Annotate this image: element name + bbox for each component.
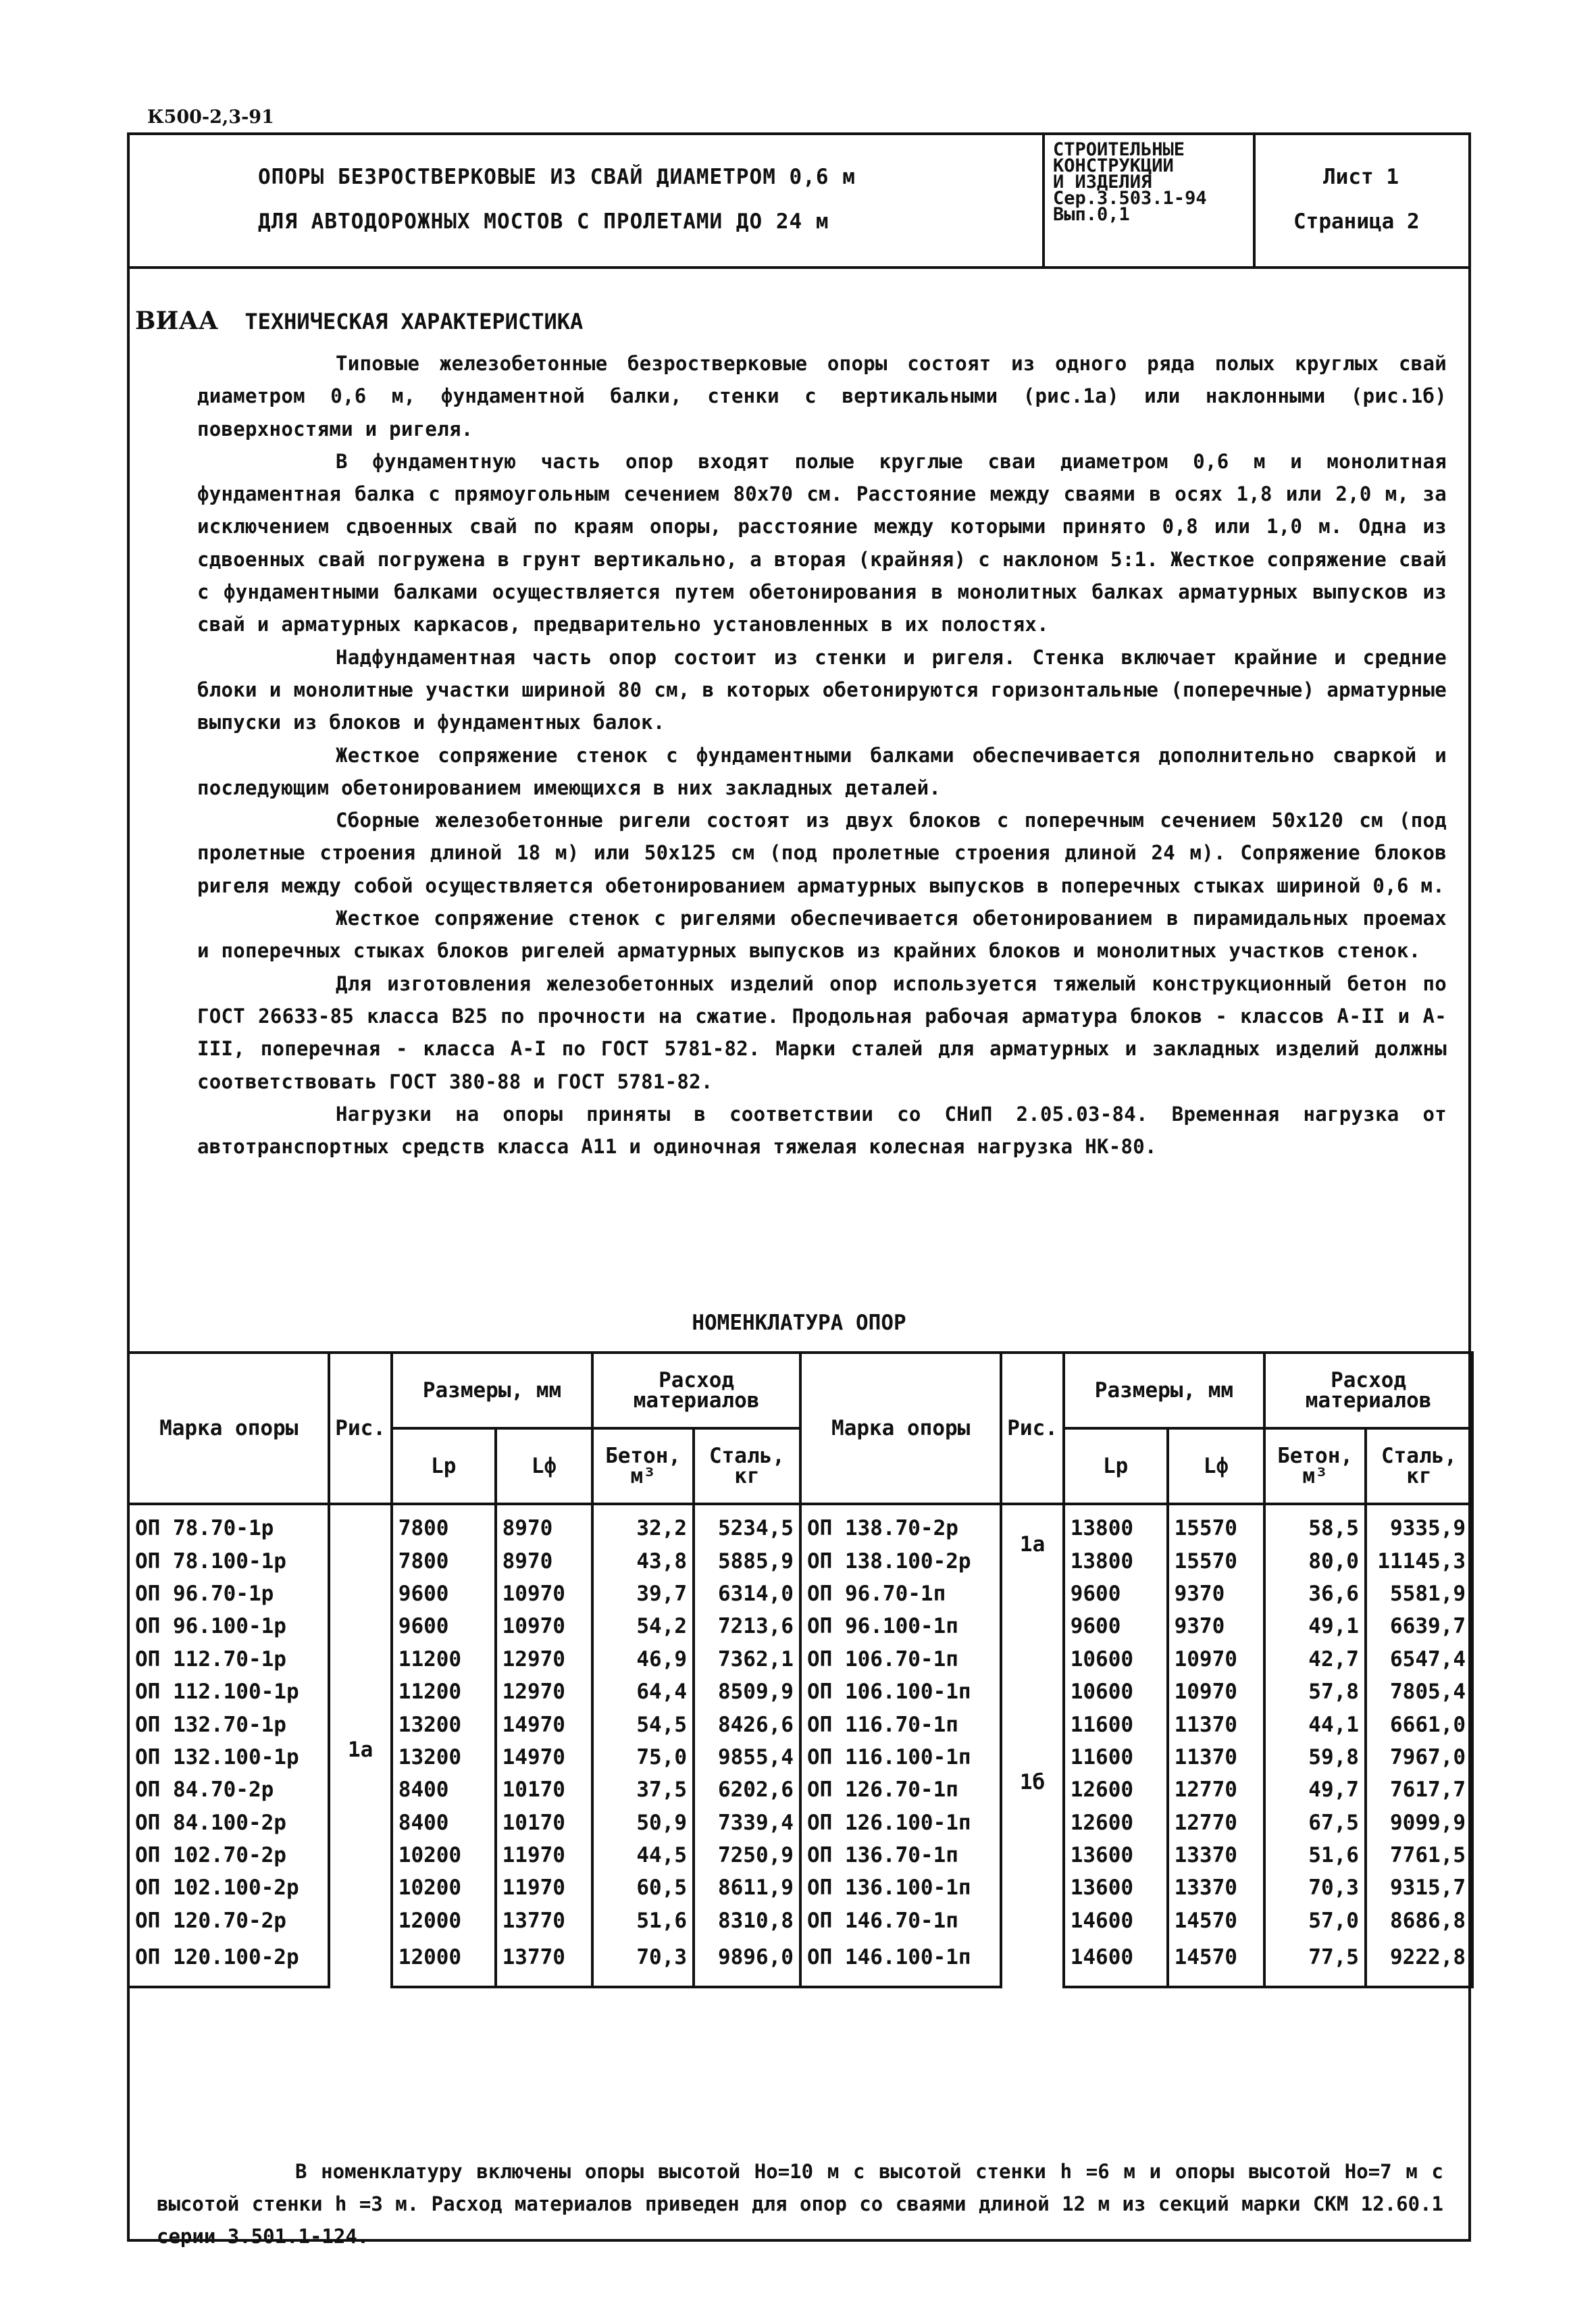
table-cell: 8426,6	[694, 1708, 800, 1740]
table-cell: 8400	[392, 1807, 496, 1839]
table-cell: 13800	[1064, 1544, 1168, 1577]
table-cell: 12770	[1168, 1807, 1265, 1839]
table-cell: 49,7	[1264, 1774, 1366, 1806]
table-cell: 9370	[1168, 1578, 1265, 1610]
series-line: КОНСТРУКЦИИ	[1053, 155, 1174, 176]
table-cell: 75,0	[592, 1741, 694, 1774]
table-cell: 8686,8	[1366, 1905, 1472, 1937]
table-cell: 7800	[392, 1544, 496, 1577]
header-dims: Размеры, мм	[392, 1353, 592, 1428]
table-cell: 13800	[1064, 1504, 1168, 1544]
table-cell: 9335,9	[1366, 1504, 1472, 1544]
table-cell: 7250,9	[694, 1839, 800, 1871]
table-cell: ОП 106.100-1п	[800, 1676, 1001, 1708]
table-cell: ОП 96.70-1р	[128, 1578, 329, 1610]
footnote-text: В номенклатуру включены опоры высотой Но=10 м с высотой стенки h =6 м и опоры высотой Но=7 м с высотой стенки h =3 м. Расход материалов приведен для опор со сваями длиной 12 м из секций марки СКМ 12.60.1 серии 3.501.1-124.	[157, 2160, 1443, 2248]
table-cell: 12000	[392, 1937, 496, 1987]
table-cell: 15570	[1168, 1544, 1265, 1577]
paragraph: Сборные железобетонные ригели состоят из двух блоков с поперечным сечением 50х120 см (под пролетные строения длиной 18 м) или 50х125 см (под пролетные строения длиной 24 м). Сопряжение блоков ригеля между собой осуществляется обетонированием арматурных выпусков в поперечных стыках шириной 0,6 м.	[197, 809, 1447, 897]
header-mark: Марка опоры	[128, 1353, 329, 1504]
table-cell: 14600	[1064, 1937, 1168, 1987]
table-cell: ОП 84.70-2р	[128, 1774, 329, 1806]
paragraph: Жесткое сопряжение стенок с фундаментными балками обеспечивается дополнительно сваркой и последующим обетонированием имеющихся в них закладных деталей.	[197, 743, 1447, 799]
body-text	[197, 347, 1447, 1163]
header-dims: Размеры, мм	[1064, 1353, 1264, 1428]
table-cell: 70,3	[1264, 1871, 1366, 1904]
table-cell: 13200	[392, 1708, 496, 1740]
table-cell: ОП 96.100-1р	[128, 1610, 329, 1642]
table-cell: 7805,4	[1366, 1676, 1472, 1708]
table-cell: 32,2	[592, 1504, 694, 1544]
table-cell: 14570	[1168, 1905, 1265, 1937]
table-cell: 10200	[392, 1871, 496, 1904]
header-materials: Расход материалов	[592, 1353, 800, 1428]
table-cell: 12000	[392, 1905, 496, 1937]
table-cell: 11370	[1168, 1708, 1265, 1740]
section-heading	[135, 307, 583, 335]
page-number: Страница 2	[1293, 209, 1420, 234]
table-cell: 10970	[1168, 1676, 1265, 1708]
table-cell: 37,5	[592, 1774, 694, 1806]
table-cell: 7339,4	[694, 1807, 800, 1839]
header-steel: Сталь, кг	[1366, 1428, 1472, 1504]
table-cell: ОП 112.70-1р	[128, 1643, 329, 1676]
table-cell: 77,5	[1264, 1937, 1366, 1987]
table-cell: 49,1	[1264, 1610, 1366, 1642]
table-cell: 12600	[1064, 1807, 1168, 1839]
table-cell: 9370	[1168, 1610, 1265, 1642]
table-cell: 44,5	[592, 1839, 694, 1871]
table-cell: 11145,3	[1366, 1544, 1472, 1577]
table-cell: ОП 132.70-1р	[128, 1708, 329, 1740]
table-cell: 59,8	[1264, 1741, 1366, 1774]
table-cell: 42,7	[1264, 1643, 1366, 1676]
table-cell: ОП 146.70-1п	[800, 1905, 1001, 1937]
table-cell: 80,0	[1264, 1544, 1366, 1577]
paragraph: Для изготовления железобетонных изделий опор используется тяжелый конструкционный бетон по ГОСТ 26633-85 класса В25 по прочности на сжатие. Продольная рабочая арматура блоков - классов А-II и А-III, поперечная - класса А-I по ГОСТ 5781-82. Марки сталей для арматурных и закладных изделий должны соответствовать ГОСТ 380-88 и ГОСТ 5781-82.	[197, 972, 1447, 1093]
header-steel: Сталь, кг	[694, 1428, 800, 1504]
table-cell: 58,5	[1264, 1504, 1366, 1544]
header-fig: Рис.	[1001, 1353, 1063, 1504]
paragraph: Надфундаментная часть опор состоит из стенки и ригеля. Стенка включает крайние и средние блоки и монолитные участки шириной 80 см, в которых обетонируются горизонтальные (поперечные) арматурные выпуски из блоков и фундаментных балок.	[197, 645, 1447, 734]
table-cell: 6202,6	[694, 1774, 800, 1806]
paragraph: Жесткое сопряжение стенок с ригелями обеспечивается обетонированием в пирамидальных проемах и поперечных стыках блоков ригелей арматурных выпусков из крайних блоков и монолитных участков стенок.	[197, 907, 1447, 963]
table-cell: 8970	[496, 1504, 593, 1544]
table-cell: 13200	[392, 1741, 496, 1774]
table-cell: 5885,9	[694, 1544, 800, 1577]
table-cell: 57,8	[1264, 1676, 1366, 1708]
table-cell: 11970	[496, 1839, 593, 1871]
figure-ref-cell: 1б	[1001, 1578, 1063, 1987]
table-cell: 8970	[496, 1544, 593, 1577]
table-cell: 36,6	[1264, 1578, 1366, 1610]
table-cell: 11600	[1064, 1741, 1168, 1774]
table-cell: ОП 138.70-2р	[800, 1504, 1001, 1544]
header-concrete: Бетон, м³	[1264, 1428, 1366, 1504]
table-cell: 6661,0	[1366, 1708, 1472, 1740]
table-cell: ОП 102.70-2р	[128, 1839, 329, 1871]
table-cell: ОП 120.100-2р	[128, 1937, 329, 1987]
sheet-number: Лист 1	[1323, 165, 1399, 189]
header-concrete: Бетон, м³	[592, 1428, 694, 1504]
header-lr: Lр	[1064, 1428, 1168, 1504]
table-cell: 5234,5	[694, 1504, 800, 1544]
table-body	[128, 1504, 1472, 1987]
table-cell: 6639,7	[1366, 1610, 1472, 1642]
table-cell: 6314,0	[694, 1578, 800, 1610]
table-cell: 7617,7	[1366, 1774, 1472, 1806]
paragraph: Типовые железобетонные безростверковые опоры состоят из одного ряда полых круглых свай диаметром 0,6 м, фундаментной балки, стенки с вертикальными (рис.1а) или наклонными (рис.1б) поверхностями и ригеля.	[197, 352, 1447, 441]
table-cell: 14970	[496, 1741, 593, 1774]
figure-ref-cell: 1а	[329, 1504, 391, 1987]
title-line-1: ОПОРЫ БЕЗРОСТВЕРКОВЫЕ ИЗ СВАЙ ДИАМЕТРОМ 0,6 м	[258, 165, 856, 189]
table-cell: 10970	[496, 1610, 593, 1642]
series-line: Вып.0,1	[1053, 204, 1130, 225]
table-row	[128, 1504, 1472, 1544]
table-cell: 46,9	[592, 1643, 694, 1676]
table-cell: 13370	[1168, 1839, 1265, 1871]
header-lf: Lф	[496, 1428, 593, 1504]
table-cell: 7761,5	[1366, 1839, 1472, 1871]
table-cell: 9855,4	[694, 1741, 800, 1774]
figure-ref-cell: 1а	[1001, 1504, 1063, 1578]
title-block	[130, 135, 1468, 269]
table-cell: 9315,7	[1366, 1871, 1472, 1904]
table-cell: 70,3	[592, 1937, 694, 1987]
table-cell: 11370	[1168, 1741, 1265, 1774]
table-cell: 67,5	[1264, 1807, 1366, 1839]
table-cell: 8509,9	[694, 1676, 800, 1708]
title-line-2: ДЛЯ АВТОДОРОЖНЫХ МОСТОВ С ПРОЛЕТАМИ ДО 24 м	[258, 209, 829, 234]
table-cell: 13370	[1168, 1871, 1265, 1904]
table-cell: 9896,0	[694, 1937, 800, 1987]
table-cell: 64,4	[592, 1676, 694, 1708]
table-cell: 11200	[392, 1676, 496, 1708]
table-cell: ОП 116.70-1п	[800, 1708, 1001, 1740]
table-cell: 5581,9	[1366, 1578, 1472, 1610]
table-cell: 14570	[1168, 1937, 1265, 1987]
table-cell: 14600	[1064, 1905, 1168, 1937]
table-cell: 9222,8	[1366, 1937, 1472, 1987]
sheet-cell	[1256, 135, 1468, 266]
table-cell: 7213,6	[694, 1610, 800, 1642]
table-cell: 57,0	[1264, 1905, 1366, 1937]
table-cell: ОП 96.70-1п	[800, 1578, 1001, 1610]
table-cell: 8400	[392, 1774, 496, 1806]
table-cell: 10600	[1064, 1676, 1168, 1708]
table-cell: ОП 126.70-1п	[800, 1774, 1001, 1806]
table-cell: 7800	[392, 1504, 496, 1544]
table-cell: 13600	[1064, 1871, 1168, 1904]
table-cell: 10970	[1168, 1643, 1265, 1676]
table-cell: ОП 102.100-2р	[128, 1871, 329, 1904]
table-cell: 51,6	[1264, 1839, 1366, 1871]
table-cell: 13770	[496, 1905, 593, 1937]
table-cell: 9600	[392, 1578, 496, 1610]
table-cell: 44,1	[1264, 1708, 1366, 1740]
header-mark: Марка опоры	[800, 1353, 1001, 1504]
table-cell: 7967,0	[1366, 1741, 1472, 1774]
table-cell: ОП 146.100-1п	[800, 1937, 1001, 1987]
series-line: И ИЗДЕЛИЯ	[1053, 172, 1152, 193]
table-cell: 15570	[1168, 1504, 1265, 1544]
table-cell: ОП 132.100-1р	[128, 1741, 329, 1774]
table-cell: 12770	[1168, 1774, 1265, 1806]
table-cell: ОП 78.70-1р	[128, 1504, 329, 1544]
table-cell: 8611,9	[694, 1871, 800, 1904]
section-abbr: ВИАА	[135, 307, 219, 335]
header-materials: Расход материалов	[1264, 1353, 1472, 1428]
series-line: Сер.3.503.1-94	[1053, 188, 1207, 209]
table-cell: 43,8	[592, 1544, 694, 1577]
table-cell: ОП 106.70-1п	[800, 1643, 1001, 1676]
paragraph: В фундаментную часть опор входят полые круглые сваи диаметром 0,6 м и монолитная фундаментная балка с прямоугольным сечением 80х70 см. Расстояние между сваями в осях 1,8 или 2,0 м, за исключением сдвоенных свай по краям опоры, расстояние между которыми принято 0,8 или 1,0 м. Одна из сдвоенных свай погружена в грунт вертикально, а вторая (крайняя) с наклоном 5:1. Жесткое сопряжение свай с фундаментными балками осуществляется путем обетонирования в монолитных балках арматурных выпусков из свай и арматурных каркасов, предварительно установленных в их полостях.	[197, 449, 1447, 636]
table-cell: ОП 126.100-1п	[800, 1807, 1001, 1839]
table-cell: ОП 116.100-1п	[800, 1741, 1001, 1774]
table-cell: 12600	[1064, 1774, 1168, 1806]
table-cell: 11970	[496, 1871, 593, 1904]
footnote	[157, 2155, 1443, 2253]
table-title: НОМЕНКЛАТУРА ОПОР	[692, 1311, 906, 1335]
table-cell: 50,9	[592, 1807, 694, 1839]
table-cell: ОП 138.100-2р	[800, 1544, 1001, 1577]
table-cell: 10200	[392, 1839, 496, 1871]
page-frame	[127, 132, 1471, 2248]
series-line: СТРОИТЕЛЬНЫЕ	[1053, 139, 1185, 160]
table-cell: 9099,9	[1366, 1807, 1472, 1839]
table-cell: 13770	[496, 1937, 593, 1987]
table-cell: 13600	[1064, 1839, 1168, 1871]
table-cell: 6547,4	[1366, 1643, 1472, 1676]
table-cell: ОП 78.100-1р	[128, 1544, 329, 1577]
table-cell: 51,6	[592, 1905, 694, 1937]
header-lf: Lф	[1168, 1428, 1265, 1504]
table-cell: 39,7	[592, 1578, 694, 1610]
table-cell: 60,5	[592, 1871, 694, 1904]
header-fig: Рис.	[329, 1353, 391, 1504]
table-cell: 54,5	[592, 1708, 694, 1740]
table-cell: 8310,8	[694, 1905, 800, 1937]
table-cell: 10600	[1064, 1643, 1168, 1676]
nomenclature-table	[127, 1351, 1474, 1988]
paragraph: Нагрузки на опоры приняты в соответствии со СНиП 2.05.03-84. Временная нагрузка от автотранспортных средств класса А11 и одиночная тяжелая колесная нагрузка НК-80.	[197, 1102, 1447, 1159]
document-code: К500-2,3-91	[147, 107, 274, 128]
table-cell: 7362,1	[694, 1643, 800, 1676]
table-cell: ОП 84.100-2р	[128, 1807, 329, 1839]
table-cell: ОП 136.70-1п	[800, 1839, 1001, 1871]
table-cell: 54,2	[592, 1610, 694, 1642]
table-cell: ОП 112.100-1р	[128, 1676, 329, 1708]
header-lr: Lр	[392, 1428, 496, 1504]
table-cell: 12970	[496, 1676, 593, 1708]
table-cell: 9600	[1064, 1578, 1168, 1610]
table-cell: ОП 120.70-2р	[128, 1905, 329, 1937]
table-cell: ОП 136.100-1п	[800, 1871, 1001, 1904]
table-cell: 10170	[496, 1774, 593, 1806]
table-cell: 11600	[1064, 1708, 1168, 1740]
table-cell: 11200	[392, 1643, 496, 1676]
table-cell: 14970	[496, 1708, 593, 1740]
table-cell: 12970	[496, 1643, 593, 1676]
title-main-cell	[130, 135, 1045, 266]
table-cell: 10170	[496, 1807, 593, 1839]
series-cell	[1045, 135, 1256, 266]
table-cell: 9600	[392, 1610, 496, 1642]
table-cell: 10970	[496, 1578, 593, 1610]
table-cell: 9600	[1064, 1610, 1168, 1642]
section-title: ТЕХНИЧЕСКАЯ ХАРАКТЕРИСТИКА	[244, 309, 584, 334]
table-cell: ОП 96.100-1п	[800, 1610, 1001, 1642]
